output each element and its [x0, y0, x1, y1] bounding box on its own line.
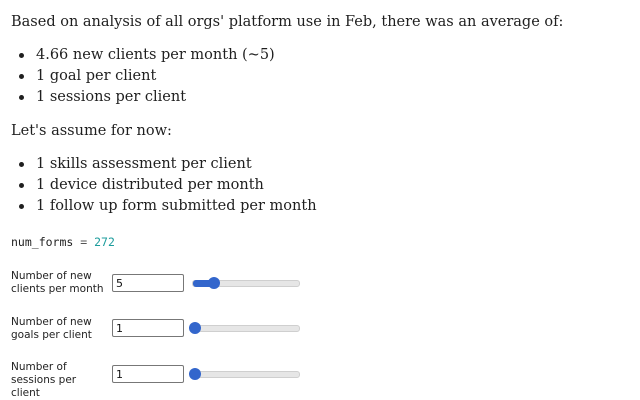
variable-value: 272	[94, 235, 115, 249]
bullet-icon	[19, 204, 24, 209]
bullet-icon	[19, 95, 24, 100]
bullet-icon	[19, 53, 24, 58]
widget-label: Number of sessions per client	[11, 361, 77, 399]
sessions-slider[interactable]	[192, 371, 300, 378]
new-goals-input[interactable]	[112, 319, 184, 337]
list-item: 1 sessions per client	[16, 87, 275, 108]
assumptions-list	[16, 154, 317, 217]
widget-sessions	[11, 361, 311, 399]
variable-name: num_forms	[11, 235, 74, 249]
equals-sign: =	[80, 235, 88, 249]
slider-thumb[interactable]	[189, 322, 201, 334]
slider-thumb[interactable]	[189, 368, 201, 380]
new-clients-input[interactable]	[112, 274, 184, 292]
list-item: 1 skills assessment per client	[16, 154, 317, 175]
code-output	[11, 235, 115, 249]
intro-text: Based on analysis of all orgs' platform use in Feb, there was an average of:	[11, 14, 564, 30]
list-item: 1 goal per client	[16, 66, 275, 87]
widget-new-clients	[11, 270, 311, 304]
bullet-icon	[19, 162, 24, 167]
list-item: 1 follow up form submitted per month	[16, 196, 317, 217]
list-item: 4.66 new clients per month (~5)	[16, 45, 275, 66]
list-item: 1 device distributed per month	[16, 175, 317, 196]
bullet-icon	[19, 183, 24, 188]
widget-label: Number of new goals per client	[11, 316, 92, 341]
widget-label: Number of new clients per month	[11, 270, 104, 295]
widget-new-goals	[11, 316, 311, 350]
bullet-icon	[19, 74, 24, 79]
new-goals-slider[interactable]	[192, 325, 300, 332]
averages-list	[16, 45, 275, 108]
sessions-input[interactable]	[112, 365, 184, 383]
slider-thumb[interactable]	[208, 277, 220, 289]
assume-heading: Let's assume for now:	[11, 123, 172, 139]
new-clients-slider[interactable]	[192, 280, 300, 287]
